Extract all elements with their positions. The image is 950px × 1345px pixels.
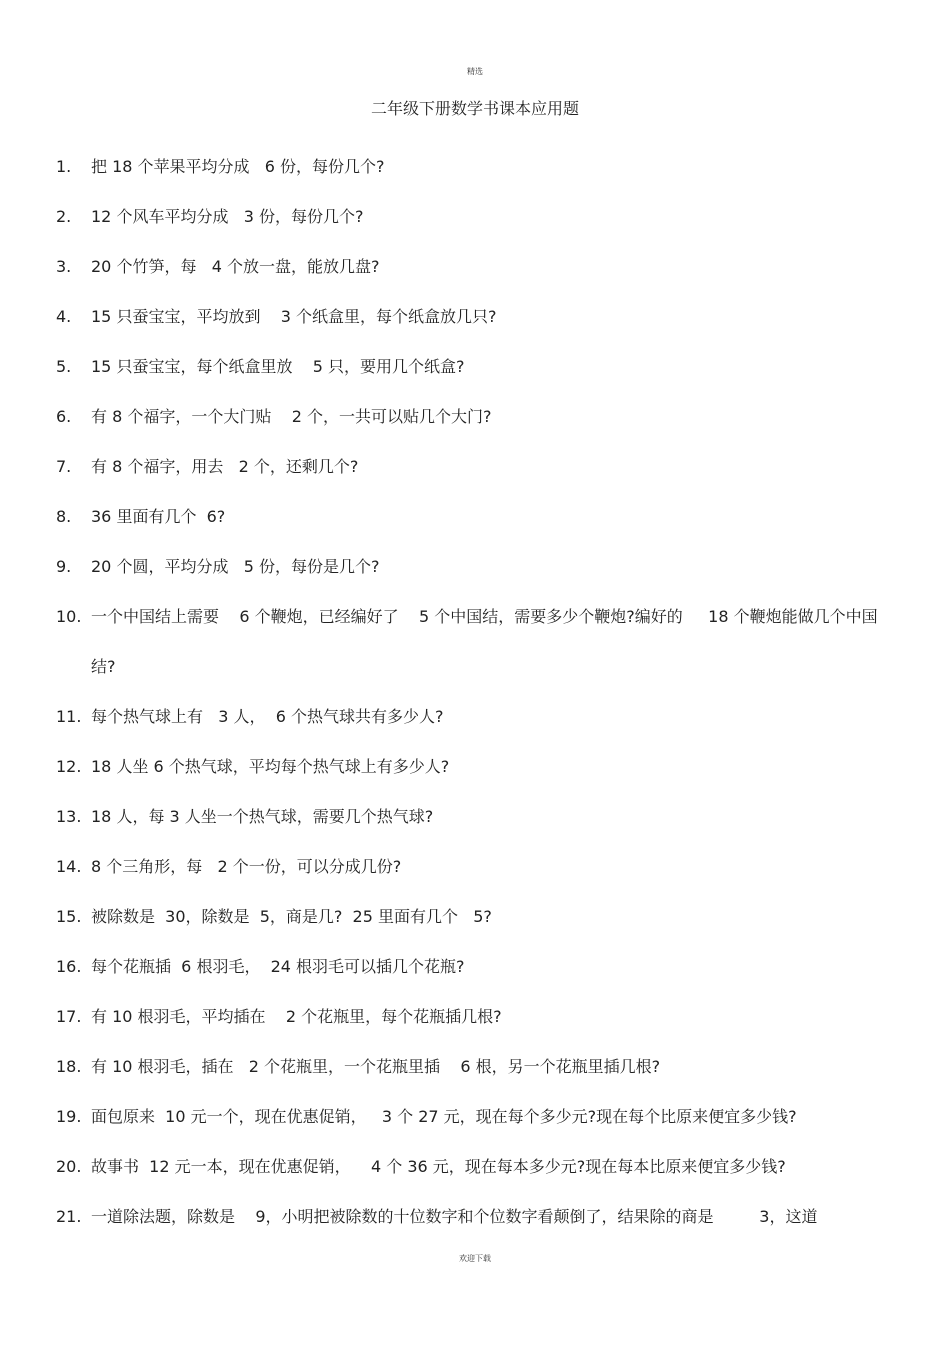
footer-mark: 欢迎下载 xyxy=(459,1254,491,1263)
problem-number: 20. xyxy=(56,1157,82,1176)
problem-number: 2. xyxy=(56,207,72,226)
problem-item xyxy=(56,1192,896,1242)
problem-number: 3. xyxy=(56,257,72,276)
problem-number: 17. xyxy=(56,1007,82,1026)
problem-text: 20 个圆，平均分成 5 份，每份是几个? xyxy=(91,557,380,576)
problem-item xyxy=(56,442,896,492)
problem-number: 5. xyxy=(56,357,72,376)
problem-text: 面包原来 10 元一个，现在优惠促销， 3 个 27 元，现在每个多少元?现在每个比原来便宜多少钱? xyxy=(91,1107,797,1126)
problem-item xyxy=(56,242,896,292)
problem-number: 19. xyxy=(56,1107,82,1126)
problem-item xyxy=(56,492,896,542)
problem-number: 12. xyxy=(56,757,82,776)
problem-text: 一个中国结上需要 6 个鞭炮，已经编好了 5 个中国结，需要多少个鞭炮?编好的 18 个鞭炮能做几个中国结? xyxy=(91,607,878,676)
problem-item xyxy=(56,542,896,592)
problem-number: 10. xyxy=(56,607,82,626)
problem-item xyxy=(56,142,896,192)
problem-text: 有 10 根羽毛，平均插在 2 个花瓶里，每个花瓶插几根? xyxy=(91,1007,502,1026)
problem-number: 1. xyxy=(56,157,72,176)
problem-text: 18 人，每 3 人坐一个热气球，需要几个热气球? xyxy=(91,807,434,826)
problem-text: 20 个竹笋，每 4 个放一盘，能放几盘? xyxy=(91,257,380,276)
problem-text: 有 10 根羽毛，插在 2 个花瓶里，一个花瓶里插 6 根，另一个花瓶里插几根? xyxy=(91,1057,661,1076)
problem-number: 7. xyxy=(56,457,72,476)
problem-number: 13. xyxy=(56,807,82,826)
problem-number: 21. xyxy=(56,1207,82,1226)
problem-number: 18. xyxy=(56,1057,82,1076)
problem-text: 12 个风车平均分成 3 份，每份几个? xyxy=(91,207,364,226)
problem-text: 有 8 个福字，一个大门贴 2 个，一共可以贴几个大门? xyxy=(91,407,492,426)
header-mark: 精选 xyxy=(467,67,483,76)
problem-text: 有 8 个福字，用去 2 个，还剩几个? xyxy=(91,457,359,476)
problem-number: 4. xyxy=(56,307,72,326)
problem-text: 把 18 个苹果平均分成 6 份，每份几个? xyxy=(91,157,385,176)
problem-item xyxy=(56,292,896,342)
problem-item xyxy=(56,592,896,692)
page-title: 二年级下册数学书课本应用题 xyxy=(370,99,579,118)
problem-text: 18 人坐 6 个热气球，平均每个热气球上有多少人? xyxy=(91,757,450,776)
problem-item xyxy=(56,842,896,892)
problem-number: 8. xyxy=(56,507,72,526)
problem-text: 15 只蚕宝宝，每个纸盒里放 5 只，要用几个纸盒? xyxy=(91,357,465,376)
problem-number: 11. xyxy=(56,707,82,726)
problem-text: 被除数是 30，除数是 5，商是几? 25 里面有几个 5? xyxy=(91,907,492,926)
problem-text: 故事书 12 元一本，现在优惠促销， 4 个 36 元，现在每本多少元?现在每本比原来便宜多少钱? xyxy=(91,1157,786,1176)
problem-list xyxy=(56,142,896,1242)
problem-item xyxy=(56,792,896,842)
problem-item xyxy=(56,1142,896,1192)
problem-number: 14. xyxy=(56,857,82,876)
problem-text: 每个花瓶插 6 根羽毛， 24 根羽毛可以插几个花瓶? xyxy=(91,957,465,976)
problem-item xyxy=(56,192,896,242)
problem-number: 15. xyxy=(56,907,82,926)
problem-text: 一道除法题，除数是 9，小明把被除数的十位数字和个位数字看颠倒了，结果除的商是 3，这道 xyxy=(91,1207,818,1226)
problem-item xyxy=(56,692,896,742)
problem-item xyxy=(56,1092,896,1142)
problem-item xyxy=(56,892,896,942)
problem-number: 9. xyxy=(56,557,72,576)
problem-item xyxy=(56,392,896,442)
problem-item xyxy=(56,742,896,792)
problem-item xyxy=(56,342,896,392)
problem-text: 15 只蚕宝宝，平均放到 3 个纸盒里，每个纸盒放几只? xyxy=(91,307,497,326)
problem-text: 8 个三角形，每 2 个一份，可以分成几份? xyxy=(91,857,402,876)
problem-number: 16. xyxy=(56,957,82,976)
problem-text: 每个热气球上有 3 人， 6 个热气球共有多少人? xyxy=(91,707,444,726)
problem-text: 36 里面有几个 6? xyxy=(91,507,226,526)
problem-item xyxy=(56,942,896,992)
problem-item xyxy=(56,1042,896,1092)
problem-number: 6. xyxy=(56,407,72,426)
problem-item xyxy=(56,992,896,1042)
